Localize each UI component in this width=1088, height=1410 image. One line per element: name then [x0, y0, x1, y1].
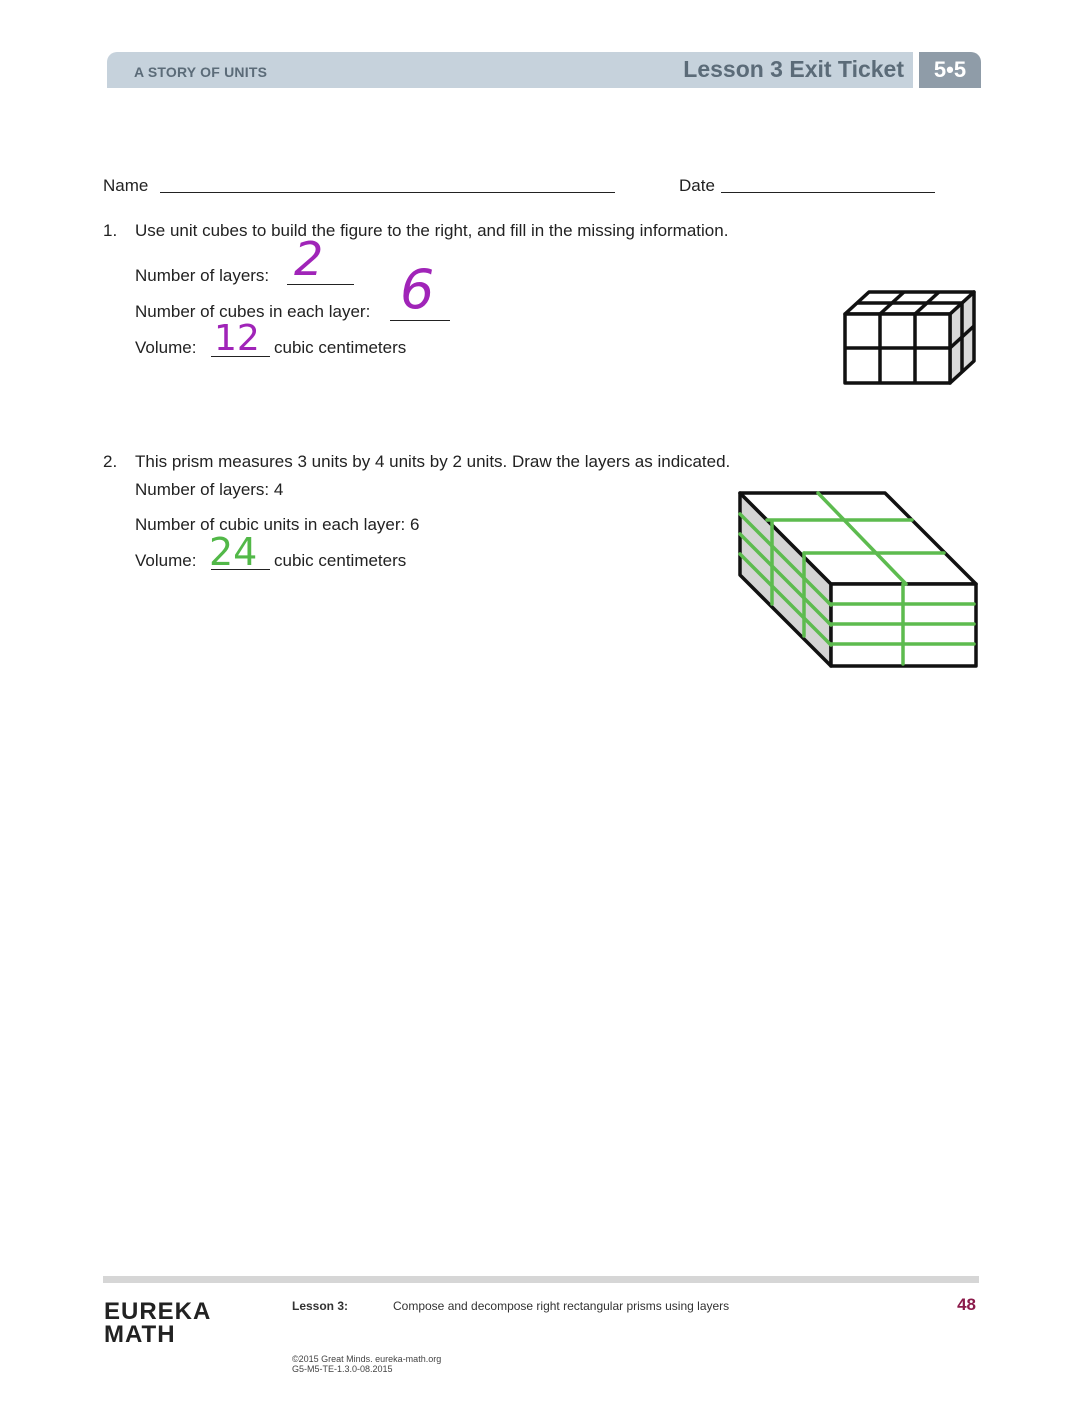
footer-copyright: [292, 1354, 441, 1374]
unit-cube-figure: [838, 286, 983, 390]
date-field[interactable]: [721, 176, 935, 193]
p1-cubes-label: Number of cubes in each layer:: [135, 302, 371, 321]
p1-volume-answer: 12: [214, 318, 260, 359]
p2-volume-label: Volume:: [135, 551, 197, 570]
problem-2-number: 2.: [103, 452, 118, 471]
logo-line-1: EUREKA: [104, 1298, 212, 1325]
p1-layers-label: Number of layers:: [135, 266, 270, 285]
name-field[interactable]: [160, 176, 615, 193]
p2-layers-line: Number of layers: 4: [135, 480, 284, 499]
p2-volume-unit: cubic centimeters: [274, 551, 407, 570]
layered-prism-figure: [734, 486, 982, 672]
page-number: 48: [957, 1295, 976, 1314]
p1-layers-answer: 2: [294, 232, 324, 286]
logo-line-2: MATH: [104, 1321, 176, 1348]
copyright-line: ©2015 Great Minds. eureka-math.org: [292, 1354, 442, 1364]
p2-units-line: Number of cubic units in each layer: 6: [135, 515, 420, 534]
lesson-title: Lesson 3 Exit Ticket: [683, 56, 904, 82]
footer-description: Compose and decompose right rectangular prisms using layers: [393, 1299, 730, 1313]
p2-volume-answer: 24: [209, 530, 258, 574]
document-code: G5-M5-TE-1.3.0-08.2015: [292, 1364, 393, 1374]
name-label: Name: [103, 176, 149, 195]
problem-2-prompt: This prism measures 3 units by 4 units by 2 units. Draw the layers as indicated.: [135, 452, 731, 471]
p1-volume-label: Volume:: [135, 338, 197, 357]
footer-rule: [103, 1276, 979, 1283]
eureka-math-logo: [104, 1300, 211, 1346]
date-label: Date: [679, 176, 715, 195]
series-title: A STORY OF UNITS: [134, 64, 268, 80]
problem-1-number: 1.: [103, 221, 118, 240]
p1-cubes-answer: 6: [400, 258, 435, 321]
footer-lesson: Lesson 3:: [292, 1299, 349, 1313]
problem-1-prompt: Use unit cubes to build the figure to the right, and fill in the missing information.: [135, 221, 729, 240]
module-badge: 5•5: [919, 52, 981, 88]
p1-volume-unit: cubic centimeters: [274, 338, 407, 357]
